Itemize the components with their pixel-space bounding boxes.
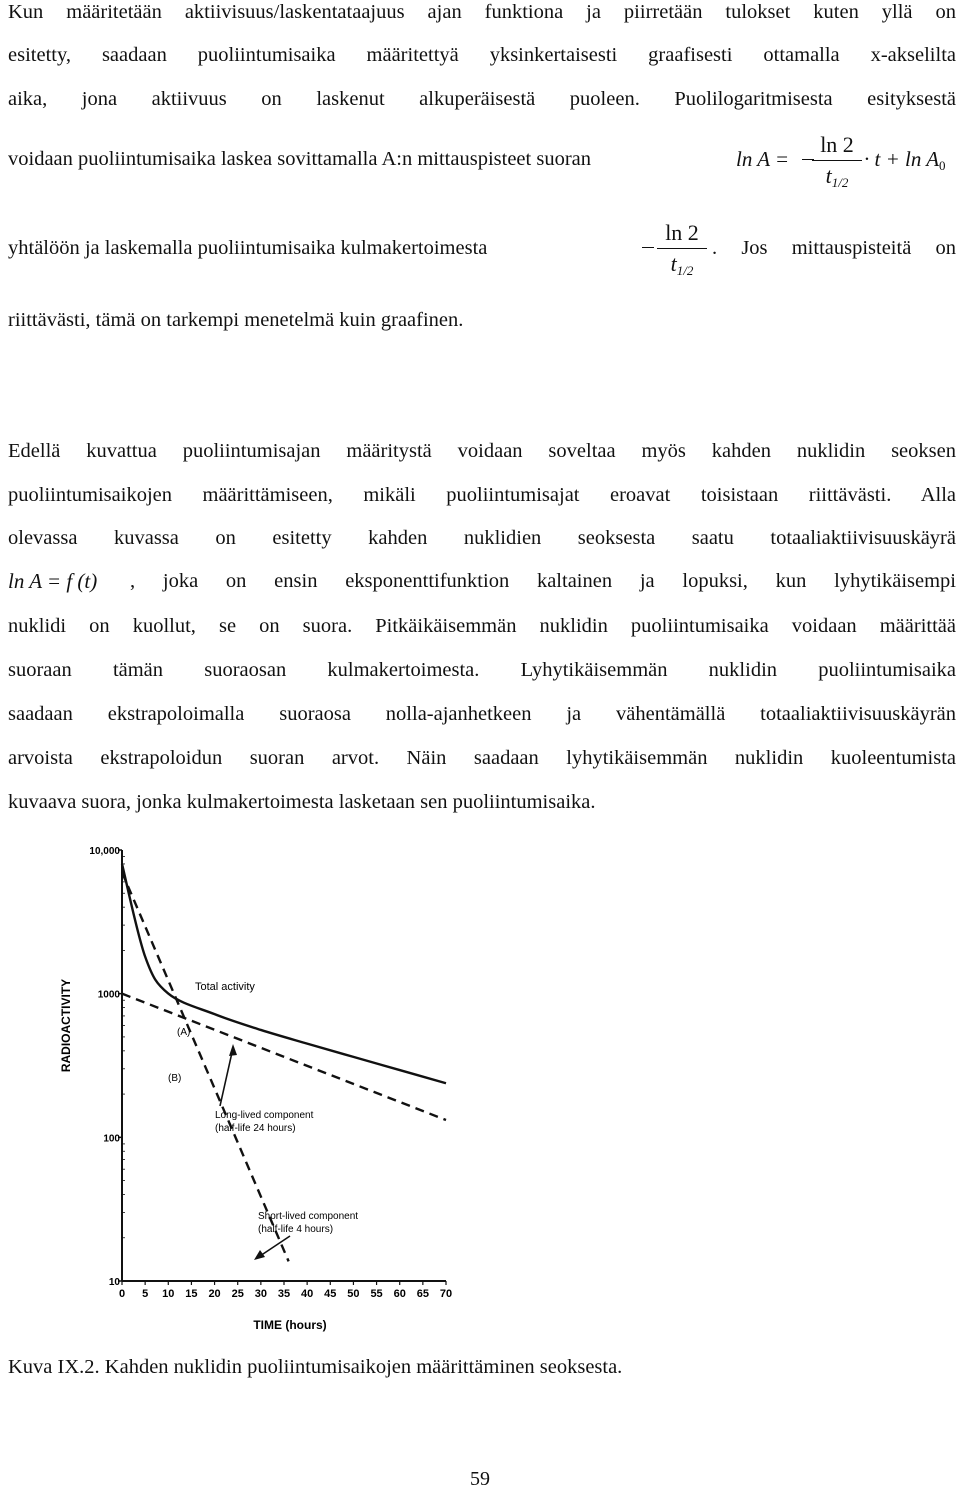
paragraph1-line1: Kun määritetään aktiivisuus/laskentataajuus ajan funktiona ja piirretään tulokset kuten yllä on (8, 1, 956, 23)
eq2-fraction (657, 220, 707, 279)
x-tick-label: 20 (208, 1288, 221, 1300)
paragraph1-line4: voidaan puoliintumisaika laskea sovittamalla A:n mittauspisteet suoran (8, 148, 591, 170)
paragraph2-line1: Edellä kuvattua puoliintumisajan määritystä voidaan soveltaa myös kahden nuklidin seoksen (8, 440, 956, 462)
x-tick-label: 45 (324, 1288, 337, 1300)
x-tick-label: 55 (370, 1288, 383, 1300)
eq1-right-sub: 0 (939, 158, 946, 173)
x-axis-label: TIME (hours) (253, 1318, 327, 1332)
y-tick-label: 100 (103, 1133, 120, 1145)
paragraph1-line3: aika, jona aktiivuus on laskenut alkuperäisestä puoleen. Puolilogaritmisesta esityksestä (8, 88, 956, 110)
annotation-short-lived-halflife: (half-life 4 hours) (258, 1224, 334, 1235)
x-tick-label: 50 (347, 1288, 360, 1300)
eq1-den-sub: 1/2 (831, 175, 849, 190)
annotation-long-lived-halflife: (half-life 24 hours) (215, 1123, 296, 1134)
eq1-fraction-bar (812, 160, 862, 161)
paragraph2-line9: kuvaava suora, jonka kulmakertoimesta lasketaan sen puoliintumisaika. (8, 791, 596, 813)
eq1-left: ln A = (736, 147, 790, 171)
annotation-a: (A) (177, 1027, 191, 1038)
arrow-short-lived (260, 1236, 290, 1256)
paragraph1-line5: yhtälöön ja laskemalla puoliintumisaika kulmakertoimesta (8, 237, 488, 259)
paragraph1-line2: esitetty, saadaan puoliintumisaika määritettyä yksinkertaisesti graafisesti ottamalla x-akselilta (8, 44, 956, 66)
eq2-den-t: t (670, 251, 677, 276)
annotation-b: (B) (168, 1073, 182, 1084)
page-number: 59 (470, 1468, 490, 1490)
eq1-den-t: t (825, 163, 832, 188)
annotation-long-lived: Long-lived component (215, 1110, 314, 1121)
eq2-numerator: ln 2 (665, 220, 699, 245)
x-tick-label: 5 (142, 1288, 149, 1300)
paragraph2-line6: suoraan tämän suoraosan kulmakertoimesta. Lyhytikäisemmän nuklidin puoliintumisaika (8, 659, 956, 681)
arrow-short-lived-head (254, 1250, 265, 1260)
x-tick-label: 40 (301, 1288, 314, 1300)
paragraph1-line5-end: . Jos mittauspisteitä on (712, 237, 956, 259)
x-tick-label: 30 (254, 1288, 267, 1300)
eq1-denominator (812, 163, 862, 191)
paragraph2-line5: nuklidi on kuollut, se on suora. Pitkäikäisemmän nuklidin puoliintumisaika voidaan määrittää (8, 615, 956, 637)
chart-series (122, 864, 446, 1261)
y-axis-label: RADIOACTIVITY (59, 978, 73, 1073)
paragraph2-line4: , joka on ensin eksponenttifunktion kaltainen ja lopuksi, kun lyhytikäisempi (130, 570, 956, 592)
paragraph2-line7: saadaan ekstrapoloimalla suoraosa nolla-ajanhetkeen ja vähentämällä totaaliaktiivisuuskäyrän (8, 703, 956, 725)
x-tick-label: 35 (277, 1288, 291, 1300)
x-tick-label: 25 (231, 1288, 244, 1300)
paragraph2-line8: arvoista ekstrapoloidun suoran arvot. Näin saadaan lyhytikäisemmän nuklidin kuoleentumista (8, 747, 956, 769)
radioactivity-chart (50, 838, 470, 1343)
annotation-short-lived: Short-lived component (258, 1211, 359, 1222)
x-tick-label: 70 (439, 1288, 453, 1300)
eq3: ln A = f (t) (8, 569, 98, 593)
y-tick-label: 10 (108, 1277, 120, 1288)
figure-caption: Kuva IX.2. Kahden nuklidin puoliintumisaikojen määrittäminen seoksesta. (8, 1356, 623, 1378)
x-tick-label: 15 (185, 1288, 198, 1300)
x-tick-label: 10 (162, 1288, 175, 1300)
eq1-right-text: · t + ln A (864, 147, 940, 171)
annotation-total-activity: Total activity (195, 981, 255, 993)
eq2-denominator (657, 251, 707, 279)
arrow-long-lived-head (229, 1044, 237, 1056)
paragraph2-line2: puoliintumisaikojen määrittämiseen, mikäli puoliintumisajat eroavat toisistaan riittävästi. Alla (8, 484, 956, 506)
paragraph1-line6: riittävästi, tämä on tarkempi menetelmä kuin graafinen. (8, 309, 464, 331)
y-tick-label: 10,000 (89, 846, 120, 857)
series-b-short-lived (122, 872, 289, 1261)
eq1-fraction (812, 132, 862, 191)
y-tick-label: 1000 (97, 989, 120, 1001)
eq2-minus (642, 247, 654, 248)
x-tick-label: 60 (393, 1288, 406, 1300)
arrow-long-lived (220, 1048, 233, 1106)
x-tick-label: 65 (416, 1288, 429, 1300)
series-total-activity (122, 864, 446, 1083)
equation-line-left (736, 147, 789, 172)
eq2-fraction-bar (657, 248, 707, 249)
eq1-numerator: ln 2 (820, 132, 854, 157)
paragraph2-line3: olevassa kuvassa on esitetty kahden nuklidien seoksesta saatu totaaliaktiivisuuskäyrä (8, 527, 956, 549)
series-a-long-lived (122, 994, 446, 1120)
x-tick-label: 0 (118, 1288, 126, 1300)
eq2-den-sub: 1/2 (676, 263, 694, 278)
eq1-right (864, 147, 946, 174)
